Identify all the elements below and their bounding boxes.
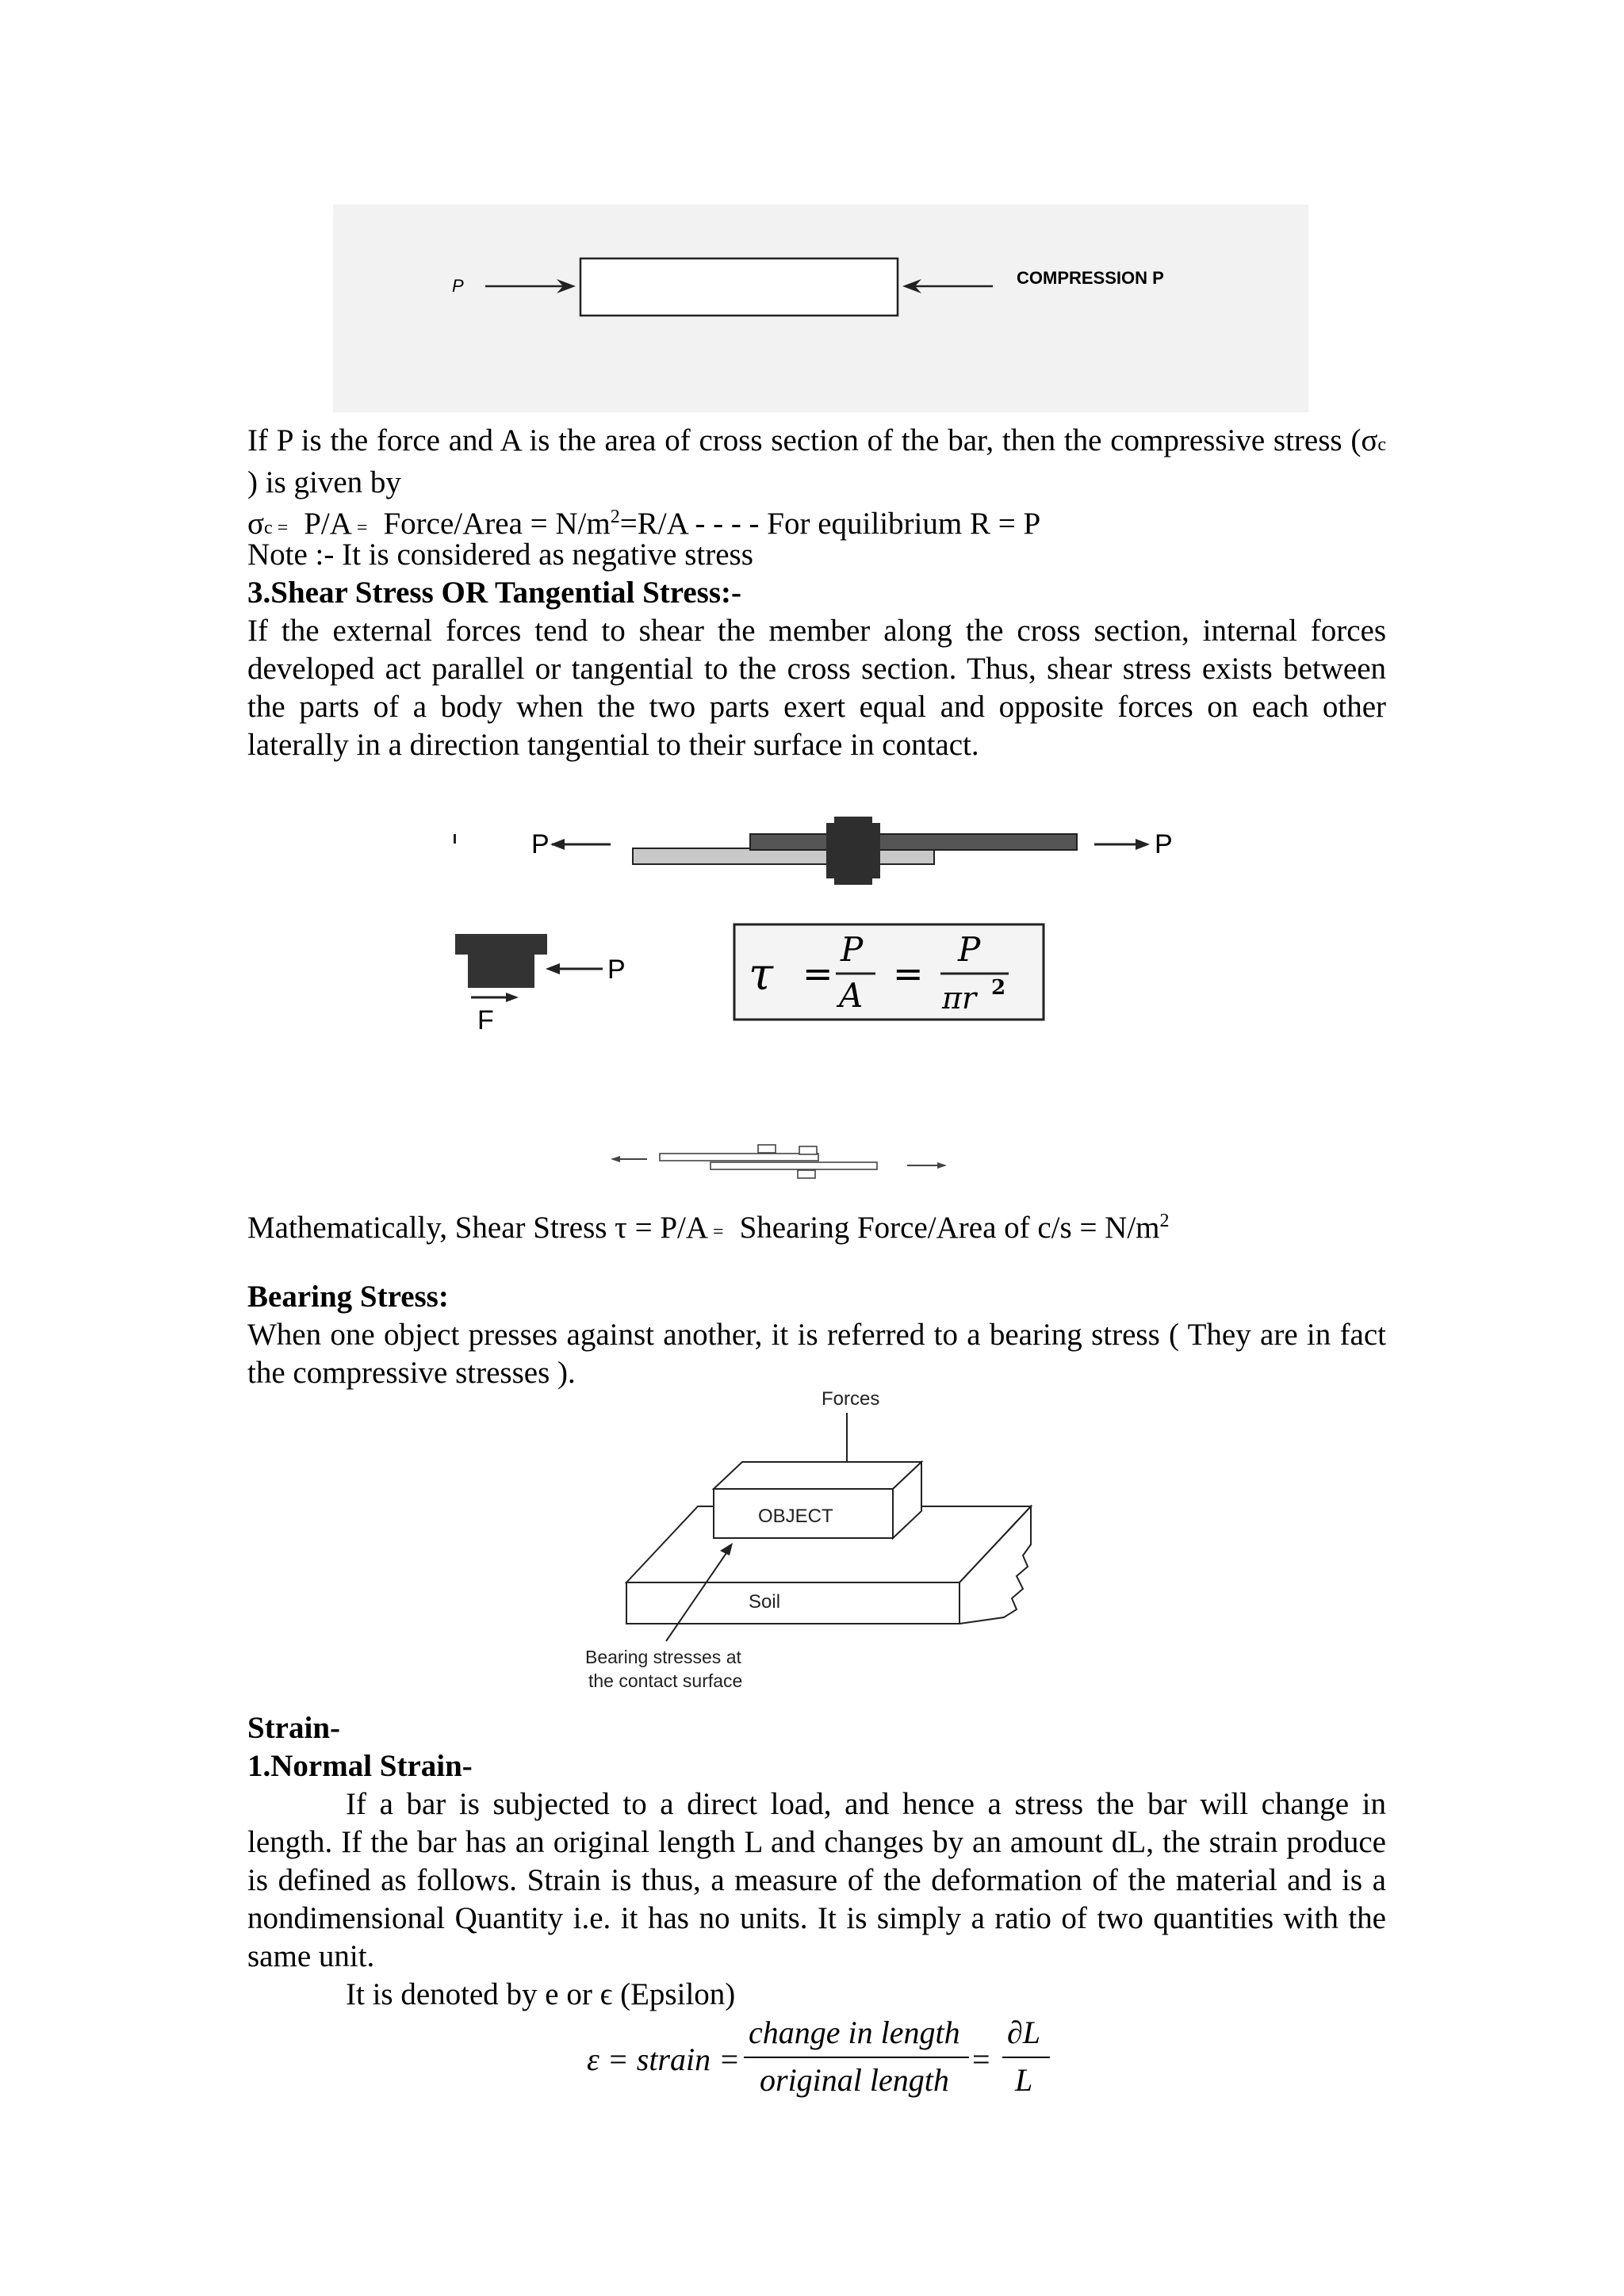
formula-num-2: P <box>958 930 981 969</box>
small-rivet-2 <box>799 1146 817 1154</box>
shear-left-arrowhead <box>550 839 565 850</box>
strain-fraction-bar-2 <box>1002 2057 1050 2058</box>
shear-math-sup: 2 <box>1159 1211 1170 1231</box>
equals-small: = <box>272 518 293 538</box>
superscript-2: 2 <box>610 507 620 527</box>
bearing-paragraph: When one object presses against another, it is referred to a bearing stress ( They are in fact the compressive stresses ). <box>247 1318 1386 1390</box>
shear-heading: 3.Shear Stress OR Tangential Stress:- <box>247 576 741 610</box>
stray-mark <box>454 834 456 844</box>
soil-label: Soil <box>749 1591 781 1613</box>
compressive-text-end: ) is given by <box>247 465 401 499</box>
small-left-arrowhead <box>611 1156 620 1162</box>
strain-paragraph: If a bar is subjected to a direct load, and hence a stress the bar will change in length. If the bar has an original length L and changes by an amount dL, the strain produce is defined as follows. Strain is thus, a measure of the deformation of the material and is a nondimensional Quantity i.e. it has no units. It is simply a ratio of two quantities with the same unit. <box>247 1787 1386 1973</box>
compressive-text: If P is the force and A is the area of cross section of the bar, then the compressive stress (σ <box>247 423 1378 457</box>
strain-formula-num: change in length <box>749 2015 960 2050</box>
formula-num-1: P <box>841 930 864 969</box>
compression-label: COMPRESSION P <box>1017 268 1164 288</box>
shear-left-p: P <box>531 829 550 859</box>
small-rivet-1 <box>758 1145 776 1153</box>
strain-formula-lhs: ε = strain = <box>587 2042 741 2077</box>
object-label: OBJECT <box>758 1506 833 1527</box>
soil-front <box>626 1582 959 1624</box>
friction-arrowhead <box>506 993 519 1002</box>
small-rivet-3 <box>798 1170 815 1178</box>
bearing-caption-1: Bearing stresses at <box>585 1647 741 1667</box>
shear-math-a: Mathematically, Shear Stress τ = P/A <box>247 1211 709 1245</box>
bearing-figure <box>579 1386 1071 1703</box>
subscript-c: c <box>1377 434 1386 455</box>
formula-eq-1: = <box>802 952 833 995</box>
small-right-arrowhead <box>937 1162 947 1169</box>
normal-strain-heading: 1.Normal Strain- <box>247 1749 473 1783</box>
force-area-text: Force/Area = N/m <box>383 507 611 541</box>
shear-formula-box <box>734 924 1044 1020</box>
rivet-head-bottom <box>834 877 872 885</box>
shear-paragraph: If the external forces tend to shear the member along the cross section, internal forces developed act parallel or tangential to the cross section. Thus, shear stress exists between the parts of a body when the two parts exert equal and opposite forces on each other laterally in a direction tangential to their surface in contact. <box>247 614 1386 762</box>
compression-figure <box>333 205 1308 412</box>
forces-label: Forces <box>822 1388 880 1410</box>
sigma-subscript: c <box>264 518 273 538</box>
bolt-force-arrowhead <box>546 963 560 974</box>
note-line: Note :- It is considered as negative stress <box>247 538 753 572</box>
compressive-stress-paragraph <box>247 422 1386 502</box>
strain-fraction-bar <box>744 2057 969 2058</box>
strain-formula-eq: = <box>972 2042 990 2077</box>
shear-math-b: Shearing Force/Area of c/s = N/m <box>739 1211 1160 1245</box>
bearing-heading: Bearing Stress: <box>247 1280 449 1314</box>
strain-formula-num2: ∂L <box>1007 2015 1041 2050</box>
upper-plate <box>750 834 1077 850</box>
sigma-symbol: σ <box>247 507 265 541</box>
strain-formula-den: original length <box>760 2062 949 2098</box>
strain-denoted-line: It is denoted by e or ϵ (Epsilon) <box>346 1977 736 2011</box>
strain-formula-den2: L <box>1015 2062 1033 2098</box>
p-over-a: P/A <box>304 507 352 541</box>
friction-f-label: F <box>477 1005 494 1035</box>
rivet-head-top <box>834 817 872 825</box>
small-plate-top <box>660 1154 818 1161</box>
bolt-p-label: P <box>607 955 626 985</box>
bolt-shank <box>468 953 534 988</box>
equilibrium-text: =R/A - - - - For equilibrium R = P <box>619 507 1041 541</box>
shear-math-line <box>247 1202 1386 1251</box>
left-force-label: P <box>452 276 464 296</box>
shear-math-eq: = <box>708 1222 729 1242</box>
formula-den-1: A <box>839 976 864 1015</box>
strain-heading: Strain- <box>247 1711 340 1745</box>
formula-den-2-sup: 2 <box>991 976 1006 1000</box>
formula-den-2: πr <box>942 981 977 1016</box>
strain-formula <box>587 2014 1063 2109</box>
equals-small-2: = <box>351 518 373 538</box>
compression-bar <box>580 258 898 316</box>
shear-right-p: P <box>1155 829 1173 859</box>
shear-figure <box>444 817 1221 1181</box>
small-plate-bottom <box>710 1162 877 1169</box>
formula-eq-2: = <box>893 952 924 995</box>
formula-tau: τ <box>749 949 773 1001</box>
rivet <box>826 823 880 878</box>
shear-right-arrowhead <box>1136 839 1150 850</box>
bolt-head <box>455 934 547 955</box>
bearing-caption-2: the contact surface <box>588 1670 743 1691</box>
object-top <box>714 1462 921 1489</box>
